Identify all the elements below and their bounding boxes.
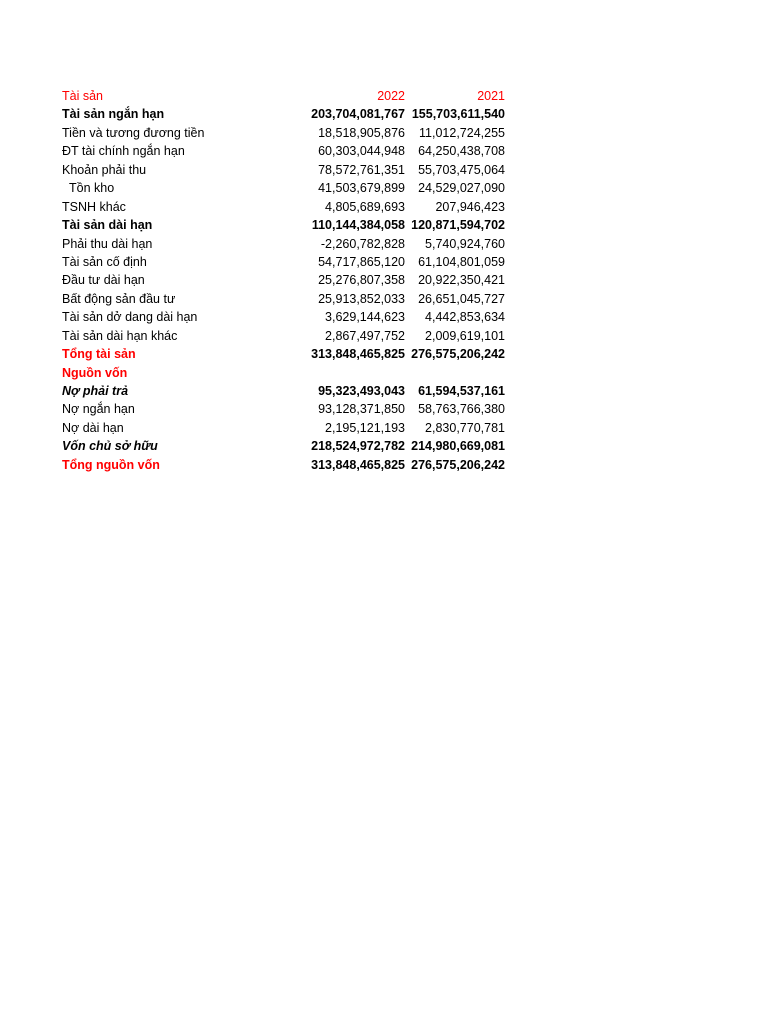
row-label: Đầu tư dài hạn: [62, 273, 145, 288]
row-label: TSNH khác: [62, 199, 126, 214]
value-2022: -2,260,782,828: [320, 236, 405, 251]
table-row: [62, 161, 510, 179]
table-row: [62, 456, 510, 474]
value-2021: 155,703,611,540: [411, 107, 505, 122]
header-row: [62, 87, 510, 105]
row-label: Tài sản ngắn hạn: [62, 107, 165, 122]
year-2021-header: 2021: [477, 89, 505, 103]
table-row: [62, 290, 510, 308]
row-label: Tài sản dở dang dài hạn: [62, 310, 198, 325]
balance-sheet-table: [62, 87, 510, 474]
value-2021: 58,763,766,380: [418, 402, 505, 417]
value-2022: 41,503,679,899: [318, 181, 405, 196]
value-2021: 2,830,770,781: [425, 420, 505, 435]
value-2022: 78,572,761,351: [318, 162, 405, 177]
row-label: Nợ ngắn hạn: [62, 402, 135, 417]
row-label: Tài sản cố định: [62, 254, 147, 269]
value-2022: 203,704,081,767: [311, 107, 405, 122]
value-2022: 18,518,905,876: [318, 125, 405, 140]
value-2021: 207,946,423: [435, 199, 505, 214]
value-2022: 2,195,121,193: [325, 420, 405, 435]
value-2021: 120,871,594,702: [411, 218, 505, 233]
value-2022: 2,867,497,752: [325, 328, 405, 343]
value-2022: 3,629,144,623: [325, 310, 405, 325]
table-row: [62, 437, 510, 455]
value-2022: 110,144,384,058: [311, 218, 405, 233]
value-2022: 218,524,972,782: [311, 439, 405, 454]
value-2022: 313,848,465,825: [311, 457, 405, 472]
table-row: [62, 235, 510, 253]
value-2022: 93,128,371,850: [318, 402, 405, 417]
value-2021: 5,740,924,760: [425, 236, 505, 251]
value-2022: 25,913,852,033: [318, 291, 405, 306]
row-label: Nợ dài hạn: [62, 420, 124, 435]
value-2022: 4,805,689,693: [325, 199, 405, 214]
row-label: Vốn chủ sở hữu: [62, 439, 158, 454]
value-2021: 214,980,669,081: [411, 439, 505, 454]
row-label: Nguồn vốn: [62, 365, 128, 380]
table-row: [62, 142, 510, 160]
row-label: ĐT tài chính ngắn hạn: [62, 144, 185, 159]
value-2021: [405, 364, 505, 382]
table-row: [62, 400, 510, 418]
row-label: Tài sản dài hạn: [62, 218, 153, 233]
table-row: [62, 179, 510, 197]
value-2021: 64,250,438,708: [418, 144, 505, 159]
value-2022: 95,323,493,043: [318, 384, 405, 398]
value-2021: 276,575,206,242: [411, 347, 505, 362]
value-2021: 26,651,045,727: [418, 291, 505, 306]
row-label: Tài sản dài hạn khác: [62, 328, 178, 343]
table-row: [62, 216, 510, 234]
value-2021: 276,575,206,242: [411, 457, 505, 472]
year-2022-header: 2022: [377, 89, 405, 103]
value-2021: 24,529,027,090: [418, 181, 505, 196]
table-row: [62, 364, 510, 382]
table-row: [62, 198, 510, 216]
table-row: [62, 382, 510, 400]
row-label: Phải thu dài hạn: [62, 236, 153, 251]
value-2021: 11,012,724,255: [419, 125, 505, 140]
value-2022: 313,848,465,825: [311, 347, 405, 362]
value-2022: 54,717,865,120: [318, 254, 405, 269]
value-2022: 60,303,044,948: [318, 144, 405, 159]
table-row: [62, 105, 510, 123]
row-label: Bất động sản đầu tư: [62, 291, 176, 306]
value-2022: 25,276,807,358: [318, 273, 405, 288]
table-row: [62, 308, 510, 326]
table-row: [62, 253, 510, 271]
value-2021: 55,703,475,064: [418, 162, 505, 177]
row-label: Tổng nguồn vốn: [62, 457, 160, 472]
row-label: Tổng tài sản: [62, 347, 136, 362]
header-label: Tài sản: [62, 89, 103, 103]
table-row: [62, 345, 510, 363]
table-row: [62, 271, 510, 289]
row-label: Tồn kho: [69, 181, 115, 196]
row-label: Tiền và tương đương tiền: [62, 125, 205, 140]
value-2021: 61,104,801,059: [418, 254, 505, 269]
value-2021: 4,442,853,634: [425, 310, 505, 325]
value-2021: 2,009,619,101: [425, 328, 505, 343]
row-label: Khoản phải thu: [62, 162, 147, 177]
table-row: [62, 124, 510, 142]
table-row: [62, 327, 510, 345]
row-label: Nợ phải trả: [62, 384, 129, 398]
value-2021: 61,594,537,161: [418, 384, 505, 398]
value-2021: 20,922,350,421: [418, 273, 505, 288]
value-2022: [306, 364, 405, 382]
table-row: [62, 419, 510, 437]
